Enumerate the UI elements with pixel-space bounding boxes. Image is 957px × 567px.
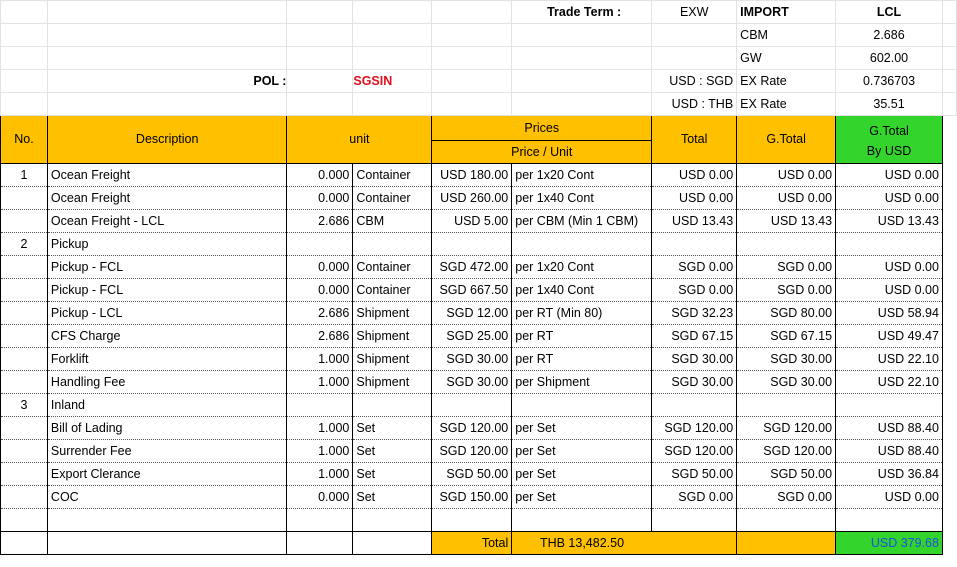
row-gtotal[interactable]: SGD 0.00	[737, 255, 836, 278]
table-row	[1, 508, 957, 531]
row-total[interactable]: USD 0.00	[652, 186, 737, 209]
row-number[interactable]	[1, 209, 48, 232]
row-unit[interactable]: Set	[353, 485, 432, 508]
totals-label[interactable]: Total	[432, 531, 512, 554]
row-description[interactable]: Pickup - FCL	[47, 255, 287, 278]
row-number[interactable]	[1, 485, 48, 508]
row-number[interactable]: 2	[1, 232, 48, 255]
table-row	[1, 462, 957, 485]
table-row	[1, 416, 957, 439]
row-gtotal[interactable]: SGD 30.00	[737, 347, 836, 370]
row-price[interactable]: SGD 120.00	[432, 439, 512, 462]
row-number[interactable]	[1, 301, 48, 324]
row-quantity[interactable]: 1.000	[287, 462, 353, 485]
row-price[interactable]: SGD 667.50	[432, 278, 512, 301]
pol-label[interactable]: POL :	[47, 70, 287, 93]
row-gtotal-usd[interactable]: USD 0.00	[836, 255, 943, 278]
row-unit[interactable]: Container	[353, 278, 432, 301]
row-quantity[interactable]: 0.000	[287, 485, 353, 508]
row-per[interactable]: per 1x40 Cont	[512, 186, 652, 209]
table-row	[1, 186, 957, 209]
header-gtotal[interactable]: G.Total	[737, 116, 836, 164]
row-number[interactable]	[1, 439, 48, 462]
row-gtotal-usd[interactable]: USD 88.40	[836, 439, 943, 462]
totals-thb[interactable]: THB 13,482.50	[512, 531, 652, 554]
row-price[interactable]: SGD 120.00	[432, 416, 512, 439]
row-total[interactable]: SGD 67.15	[652, 324, 737, 347]
row-quantity[interactable]	[287, 232, 353, 255]
header-gtotal-usd-line2[interactable]: By USD	[836, 140, 943, 163]
row-total[interactable]: USD 13.43	[652, 209, 737, 232]
line-items	[1, 163, 957, 531]
row-per[interactable]: per 1x20 Cont	[512, 255, 652, 278]
row-price[interactable]: SGD 150.00	[432, 485, 512, 508]
row-unit[interactable]: Set	[353, 439, 432, 462]
row-per[interactable]: per RT (Min 80)	[512, 301, 652, 324]
row-description[interactable]: Handling Fee	[47, 370, 287, 393]
row-per[interactable]: per 1x20 Cont	[512, 163, 652, 186]
row-gtotal[interactable]: SGD 0.00	[737, 278, 836, 301]
row-description[interactable]: COC	[47, 485, 287, 508]
cbm-value[interactable]: 2.686	[836, 24, 943, 47]
row-number[interactable]	[1, 186, 48, 209]
row-number[interactable]	[1, 416, 48, 439]
row-price[interactable]: SGD 50.00	[432, 462, 512, 485]
row-total[interactable]	[652, 393, 737, 416]
row-total[interactable]: SGD 30.00	[652, 370, 737, 393]
row-gtotal-usd[interactable]	[836, 393, 943, 416]
table-row	[1, 393, 957, 416]
row-gtotal-usd[interactable]: USD 13.43	[836, 209, 943, 232]
row-quantity[interactable]: 0.000	[287, 255, 353, 278]
row-quantity[interactable]: 0.000	[287, 163, 353, 186]
row-description[interactable]: Pickup	[47, 232, 287, 255]
row-description[interactable]: Ocean Freight	[47, 186, 287, 209]
header-prices[interactable]: Prices	[432, 116, 652, 141]
row-unit[interactable]: CBM	[353, 209, 432, 232]
row-unit[interactable]: Set	[353, 462, 432, 485]
row-description[interactable]: Ocean Freight	[47, 163, 287, 186]
row-unit[interactable]: Shipment	[353, 347, 432, 370]
table-row	[1, 163, 957, 186]
totals-usd[interactable]: USD 379.68	[836, 531, 943, 554]
row-price[interactable]	[432, 393, 512, 416]
row-unit[interactable]: Set	[353, 416, 432, 439]
row-description[interactable]	[47, 508, 287, 531]
header-unit[interactable]: unit	[287, 116, 432, 164]
row-per[interactable]	[512, 393, 652, 416]
table-row	[1, 324, 957, 347]
header-total[interactable]: Total	[652, 116, 737, 164]
row-price[interactable]: USD 5.00	[432, 209, 512, 232]
row-number[interactable]	[1, 370, 48, 393]
row-gtotal-usd[interactable]: USD 58.94	[836, 301, 943, 324]
row-quantity[interactable]	[287, 508, 353, 531]
row-per[interactable]: per Shipment	[512, 370, 652, 393]
row-number[interactable]	[1, 278, 48, 301]
row-price[interactable]: SGD 30.00	[432, 347, 512, 370]
row-price[interactable]: SGD 25.00	[432, 324, 512, 347]
row-total[interactable]: SGD 120.00	[652, 439, 737, 462]
row-description[interactable]: Pickup - LCL	[47, 301, 287, 324]
row-total[interactable]	[652, 232, 737, 255]
row-per[interactable]	[512, 232, 652, 255]
header-gtotal-usd-line1[interactable]: G.Total	[836, 116, 943, 141]
gw-value[interactable]: 602.00	[836, 47, 943, 70]
row-gtotal[interactable]	[737, 232, 836, 255]
row-per[interactable]: per Set	[512, 485, 652, 508]
row-gtotal-usd[interactable]	[836, 508, 943, 531]
rate2-value[interactable]: 35.51	[836, 93, 943, 116]
row-unit[interactable]: Shipment	[353, 324, 432, 347]
meta-row-pol	[1, 70, 957, 93]
row-quantity[interactable]: 1.000	[287, 347, 353, 370]
row-gtotal-usd[interactable]: USD 22.10	[836, 347, 943, 370]
row-quantity[interactable]: 1.000	[287, 370, 353, 393]
row-gtotal-usd[interactable]: USD 0.00	[836, 186, 943, 209]
row-per[interactable]: per Set	[512, 439, 652, 462]
row-description[interactable]: Pickup - FCL	[47, 278, 287, 301]
cbm-label[interactable]: CBM	[737, 24, 836, 47]
table-row	[1, 439, 957, 462]
header-description[interactable]: Description	[47, 116, 287, 164]
row-total[interactable]: SGD 30.00	[652, 347, 737, 370]
row-total[interactable]: USD 0.00	[652, 163, 737, 186]
gw-label[interactable]: GW	[737, 47, 836, 70]
row-number[interactable]	[1, 462, 48, 485]
row-per[interactable]: per CBM (Min 1 CBM)	[512, 209, 652, 232]
row-gtotal[interactable]: USD 0.00	[737, 163, 836, 186]
row-gtotal[interactable]: SGD 30.00	[737, 370, 836, 393]
row-total[interactable]: SGD 50.00	[652, 462, 737, 485]
row-gtotal[interactable]: SGD 0.00	[737, 485, 836, 508]
row-gtotal[interactable]: SGD 80.00	[737, 301, 836, 324]
row-price[interactable]: SGD 472.00	[432, 255, 512, 278]
row-quantity[interactable]: 1.000	[287, 416, 353, 439]
row-unit[interactable]: Shipment	[353, 370, 432, 393]
row-number[interactable]	[1, 508, 48, 531]
row-price[interactable]	[432, 508, 512, 531]
row-unit[interactable]	[353, 508, 432, 531]
row-gtotal[interactable]	[737, 393, 836, 416]
row-price[interactable]: USD 180.00	[432, 163, 512, 186]
row-description[interactable]: Bill of Lading	[47, 416, 287, 439]
row-quantity[interactable]: 2.686	[287, 324, 353, 347]
row-description[interactable]: Inland	[47, 393, 287, 416]
row-price[interactable]	[432, 232, 512, 255]
row-gtotal[interactable]: USD 0.00	[737, 186, 836, 209]
row-gtotal-usd[interactable]: USD 88.40	[836, 416, 943, 439]
row-gtotal-usd[interactable]: USD 49.47	[836, 324, 943, 347]
row-quantity[interactable]: 0.000	[287, 278, 353, 301]
row-total[interactable]	[652, 508, 737, 531]
row-unit[interactable]: Shipment	[353, 301, 432, 324]
row-total[interactable]: SGD 0.00	[652, 278, 737, 301]
row-per[interactable]: per 1x40 Cont	[512, 278, 652, 301]
row-description[interactable]: Export Clerance	[47, 462, 287, 485]
meta-row-trade-term	[1, 1, 957, 24]
row-unit[interactable]: Container	[353, 163, 432, 186]
row-description[interactable]: Surrender Fee	[47, 439, 287, 462]
row-number[interactable]	[1, 255, 48, 278]
row-number[interactable]	[1, 347, 48, 370]
row-gtotal-usd[interactable]: USD 22.10	[836, 370, 943, 393]
table-row	[1, 278, 957, 301]
meta-row-cbm	[1, 24, 957, 47]
table-header-row	[1, 116, 957, 141]
trade-term-label[interactable]: Trade Term :	[512, 1, 652, 24]
table-row	[1, 209, 957, 232]
table-row	[1, 232, 957, 255]
row-total[interactable]: SGD 32.23	[652, 301, 737, 324]
import-label[interactable]: IMPORT	[737, 1, 836, 24]
row-number[interactable]	[1, 324, 48, 347]
row-quantity[interactable]: 0.000	[287, 186, 353, 209]
row-price[interactable]: SGD 12.00	[432, 301, 512, 324]
row-gtotal[interactable]: SGD 120.00	[737, 416, 836, 439]
row-per[interactable]: per RT	[512, 324, 652, 347]
header-price-unit[interactable]: Price / Unit	[432, 140, 652, 163]
row-unit[interactable]	[353, 393, 432, 416]
mode-label[interactable]: LCL	[836, 1, 943, 24]
row-per[interactable]: per Set	[512, 416, 652, 439]
row-price[interactable]: USD 260.00	[432, 186, 512, 209]
row-gtotal[interactable]: SGD 50.00	[737, 462, 836, 485]
totals-row	[1, 531, 957, 554]
header-no[interactable]: No.	[1, 116, 48, 164]
row-number[interactable]: 3	[1, 393, 48, 416]
row-per[interactable]	[512, 508, 652, 531]
row-gtotal[interactable]: SGD 120.00	[737, 439, 836, 462]
row-gtotal-usd[interactable]: USD 0.00	[836, 278, 943, 301]
meta-row-thb	[1, 93, 957, 116]
meta-row-gw	[1, 47, 957, 70]
table-row	[1, 485, 957, 508]
row-unit[interactable]: Container	[353, 186, 432, 209]
row-gtotal-usd[interactable]	[836, 232, 943, 255]
rate1-value[interactable]: 0.736703	[836, 70, 943, 93]
row-unit[interactable]	[353, 232, 432, 255]
row-quantity[interactable]: 2.686	[287, 209, 353, 232]
row-total[interactable]: SGD 0.00	[652, 485, 737, 508]
row-per[interactable]: per Set	[512, 462, 652, 485]
rate1-label[interactable]: EX Rate	[737, 70, 836, 93]
rate2-pair[interactable]: USD : THB	[652, 93, 737, 116]
row-per[interactable]: per RT	[512, 347, 652, 370]
pol-value[interactable]: SGSIN	[353, 70, 432, 93]
row-gtotal[interactable]	[737, 508, 836, 531]
trade-term-value[interactable]: EXW	[652, 1, 737, 24]
row-description[interactable]: Ocean Freight - LCL	[47, 209, 287, 232]
table-row	[1, 347, 957, 370]
row-quantity[interactable]: 2.686	[287, 301, 353, 324]
row-quantity[interactable]	[287, 393, 353, 416]
row-total[interactable]: SGD 0.00	[652, 255, 737, 278]
row-gtotal-usd[interactable]: USD 0.00	[836, 163, 943, 186]
row-total[interactable]: SGD 120.00	[652, 416, 737, 439]
row-gtotal[interactable]: SGD 67.15	[737, 324, 836, 347]
row-gtotal[interactable]: USD 13.43	[737, 209, 836, 232]
table-row	[1, 255, 957, 278]
row-gtotal-usd[interactable]: USD 0.00	[836, 485, 943, 508]
row-unit[interactable]: Container	[353, 255, 432, 278]
row-description[interactable]: Forklift	[47, 347, 287, 370]
row-quantity[interactable]: 1.000	[287, 439, 353, 462]
rate2-label[interactable]: EX Rate	[737, 93, 836, 116]
row-description[interactable]: CFS Charge	[47, 324, 287, 347]
table-row	[1, 370, 957, 393]
rate1-pair[interactable]: USD : SGD	[652, 70, 737, 93]
row-number[interactable]: 1	[1, 163, 48, 186]
row-price[interactable]: SGD 30.00	[432, 370, 512, 393]
table-row	[1, 301, 957, 324]
row-gtotal-usd[interactable]: USD 36.84	[836, 462, 943, 485]
